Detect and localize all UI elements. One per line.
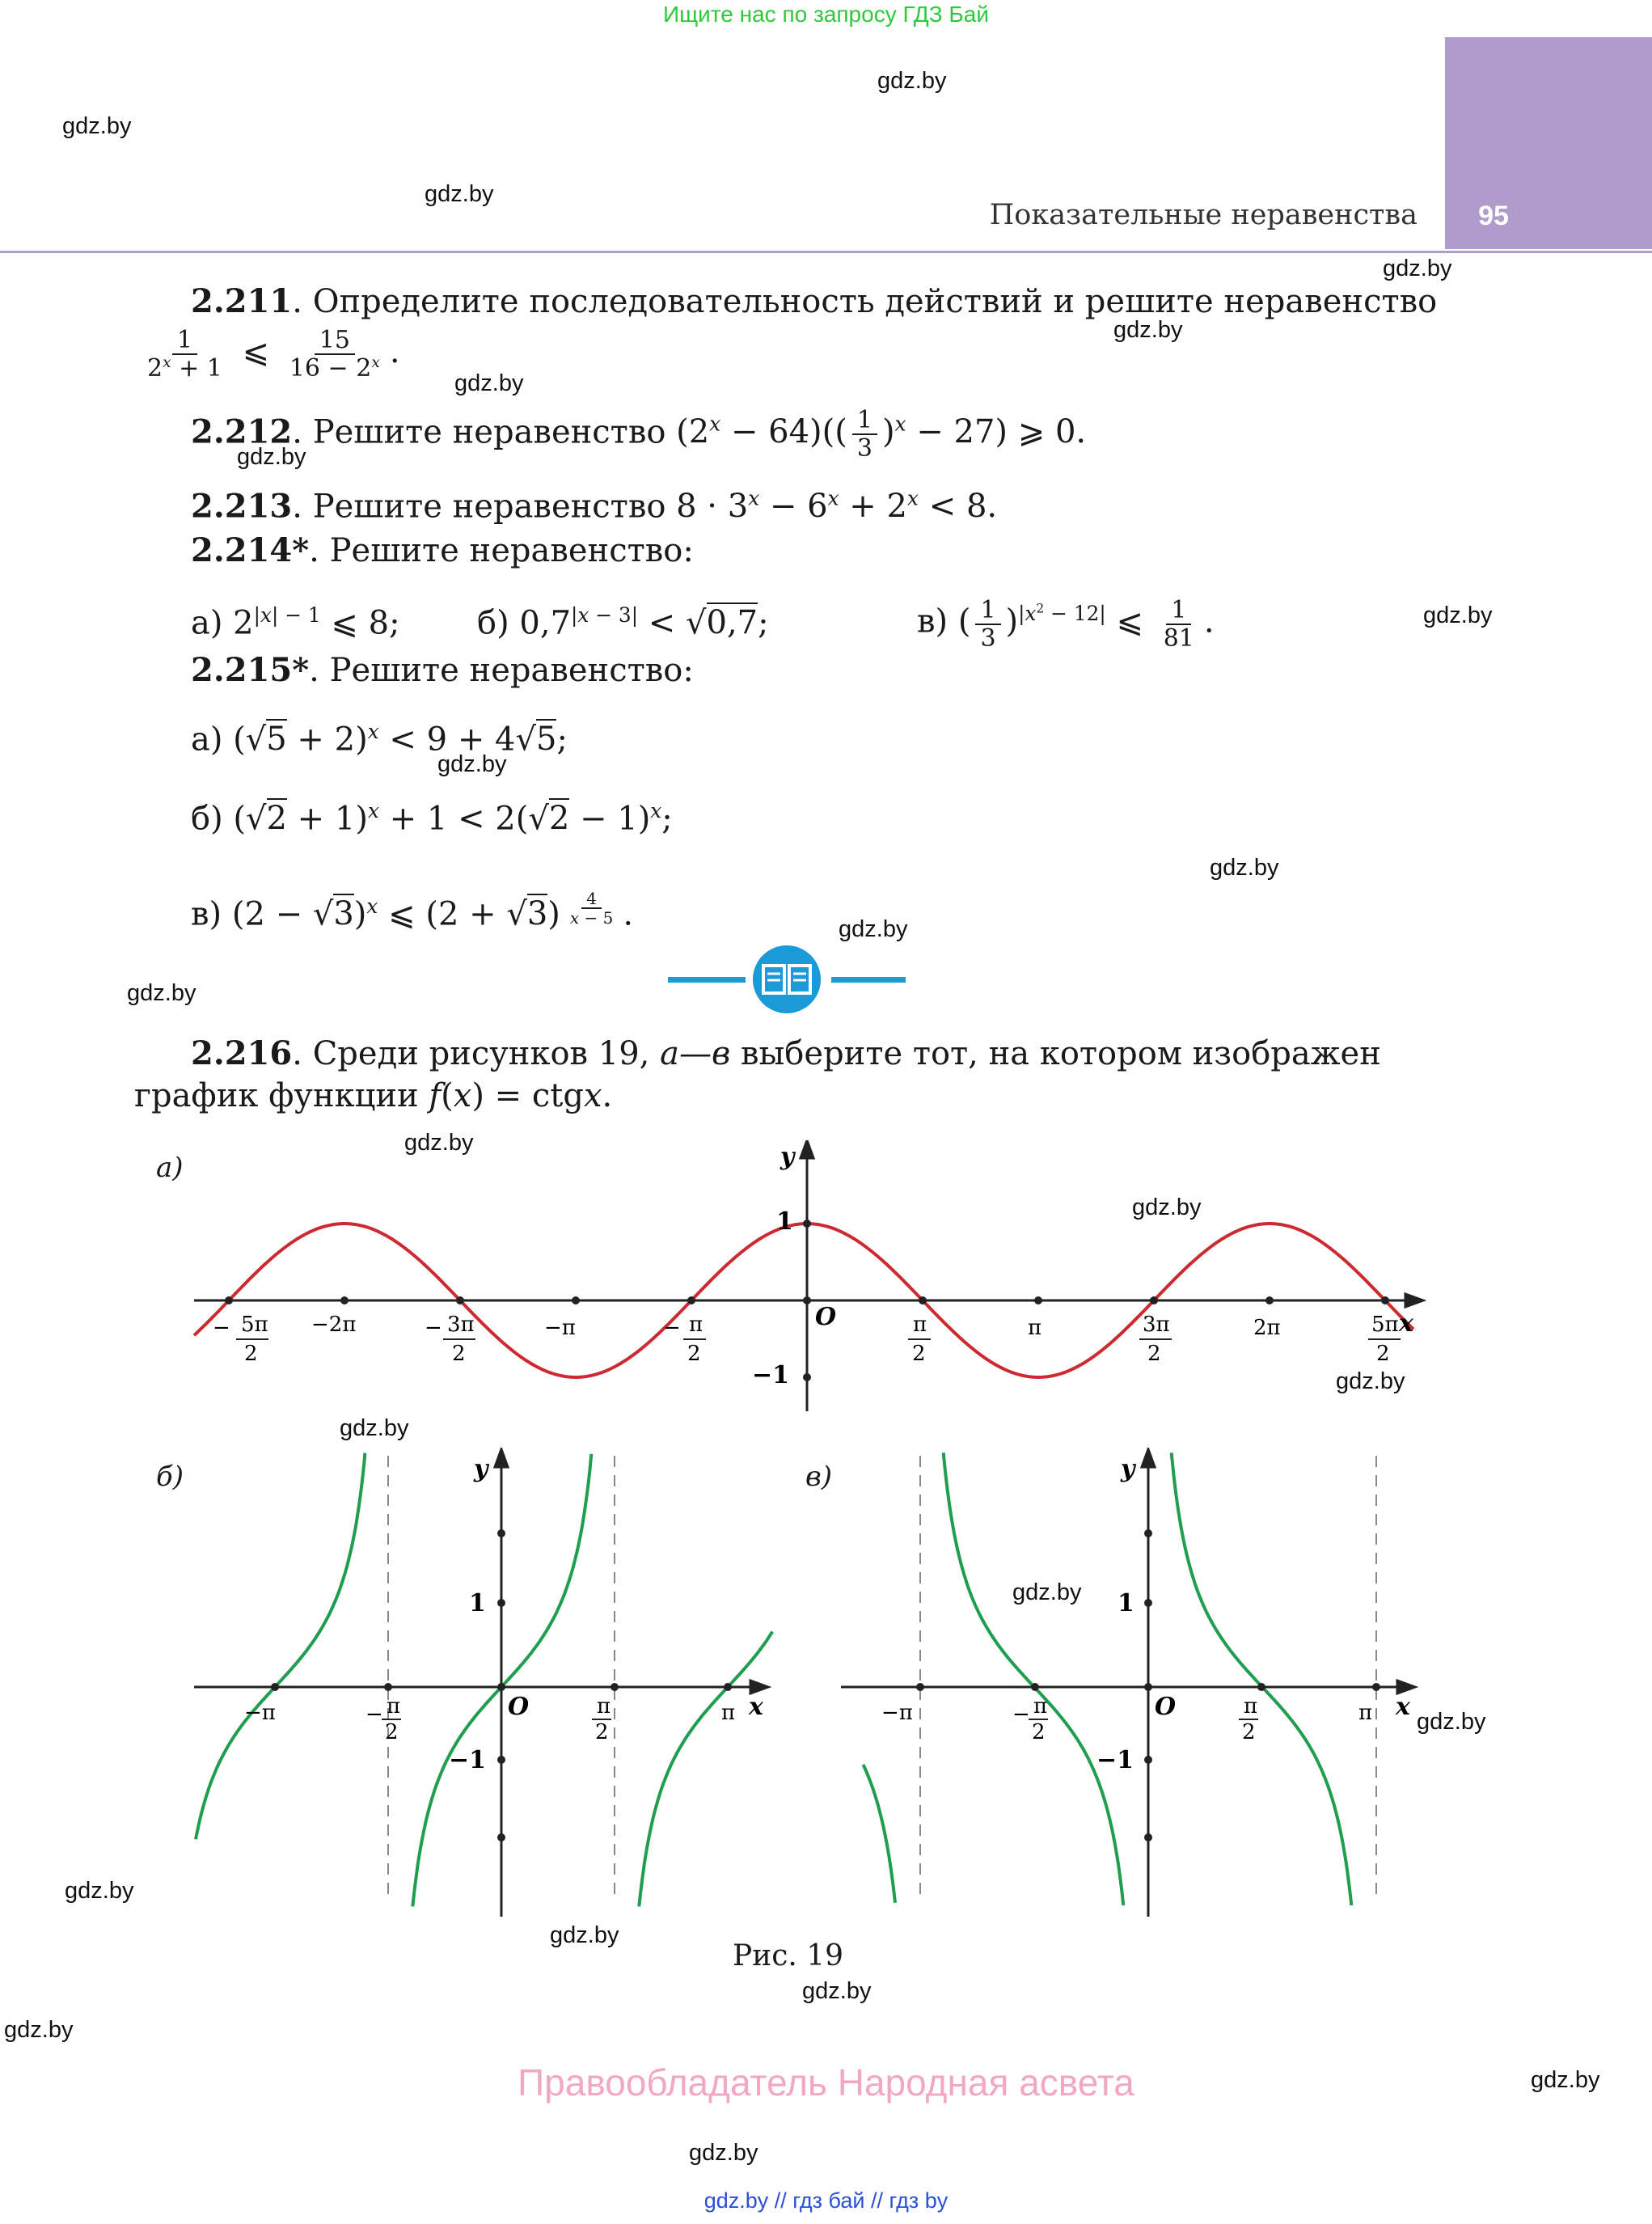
tick-label: 1 <box>1118 1589 1134 1617</box>
watermark: gdz.by <box>1132 1194 1202 1220</box>
axis-tick-dot <box>1150 1296 1158 1304</box>
watermark: gdz.by <box>404 1130 474 1156</box>
axis-label: x <box>1399 1309 1413 1338</box>
watermark: gdz.by <box>62 113 132 139</box>
origin-label: O <box>508 1693 530 1721</box>
problem-2-213 <box>191 479 997 526</box>
problem-2-214-c: в) ( $\frac{1}{3}$ )$^{|x^2 - 12|}$ ⩽ $\frac{1}{81}$ . <box>917 595 1215 653</box>
watermark: gdz.by <box>425 181 494 207</box>
axis-label: y <box>780 1143 795 1171</box>
axis-tick-dot <box>340 1296 349 1304</box>
problem-number: 2.213 <box>191 487 293 526</box>
svg-text:−π: −π <box>544 1316 576 1340</box>
svg-text:2: 2 <box>1147 1342 1161 1366</box>
item-label: а) <box>191 604 223 642</box>
svg-text:2: 2 <box>1376 1342 1390 1366</box>
svg-text:−: − <box>663 1316 681 1340</box>
top-banner: Ищите нас по запросу ГДЗ Бай <box>662 2 990 27</box>
svg-text:π: π <box>913 1313 927 1337</box>
figure-caption: Рис. 19 <box>733 1939 844 1972</box>
svg-text:π: π <box>1028 1316 1042 1340</box>
problem-2-215 <box>191 650 694 691</box>
axis-label: x <box>749 1693 763 1721</box>
watermark: gdz.by <box>1336 1368 1405 1394</box>
page-number: 95 <box>1478 201 1509 231</box>
problem-text: . Решите неравенство: <box>309 532 694 569</box>
svg-text:π: π <box>689 1313 703 1337</box>
svg-text:−: − <box>365 1702 383 1727</box>
problem-number: 2.215* <box>191 651 310 689</box>
watermark: gdz.by <box>454 370 524 396</box>
svg-text:5π: 5π <box>1371 1313 1399 1337</box>
svg-text:π: π <box>1358 1701 1373 1725</box>
watermark: gdz.by <box>65 1878 134 1904</box>
watermark: gdz.by <box>1012 1579 1082 1605</box>
axis-tick-dot <box>803 1220 811 1228</box>
problem-text: . Среди рисунков 19, <box>292 1035 650 1072</box>
svg-text:2: 2 <box>1032 1720 1046 1744</box>
problem-text: . Определите последовательность действий и решите неравенство <box>292 283 1438 320</box>
watermark: gdz.by <box>237 444 306 470</box>
svg-text:π: π <box>387 1694 401 1719</box>
svg-text:π: π <box>1033 1694 1048 1719</box>
function-branch <box>1172 1452 1352 1905</box>
problem-2-214-b: б) $0,7^{|x - 3|} < √0,7$; <box>477 603 769 642</box>
figure-b-graph <box>186 1448 784 1917</box>
svg-text:π: π <box>721 1701 736 1725</box>
origin-label: O <box>815 1303 837 1331</box>
problem-2-215-b: б) $(√2 + 1)^x + 1 < 2(√2 - 1)^x$; <box>191 799 673 838</box>
item-label: б) <box>191 800 223 838</box>
watermark: gdz.by <box>1113 317 1183 343</box>
watermark: gdz.by <box>127 980 196 1006</box>
svg-text:2: 2 <box>452 1342 466 1366</box>
svg-text:−π: −π <box>881 1701 913 1725</box>
axis-tick-dot <box>1381 1296 1389 1304</box>
problem-text: . Решите неравенство: <box>309 652 694 689</box>
origin-label: O <box>1155 1693 1177 1721</box>
problem-2-211 <box>191 281 1437 322</box>
axis-tick-dot <box>803 1373 811 1381</box>
problem-number: 2.212 <box>191 412 293 451</box>
problem-text: график функции <box>134 1077 419 1114</box>
axis-tick-dot <box>1034 1296 1042 1304</box>
watermark: gdz.by <box>4 2017 74 2043</box>
tick-label: −1 <box>449 1746 487 1774</box>
watermark: gdz.by <box>1423 603 1493 628</box>
figure-a-graph <box>186 1140 1431 1423</box>
axis-label: y <box>474 1455 488 1483</box>
problem-text: выберите тот, на котором изображен <box>740 1035 1381 1072</box>
axis-tick-dot <box>687 1296 695 1304</box>
function-branch <box>944 1452 1124 1905</box>
watermark: gdz.by <box>437 751 507 777</box>
function-branch <box>864 1765 896 1903</box>
figure-label-c: в) <box>805 1461 833 1493</box>
svg-text:3π: 3π <box>447 1313 475 1337</box>
problem-2-216: 2.216. Среди рисунков 19, а—в выберите тот, на котором изображен <box>191 1034 1381 1072</box>
svg-text:5π: 5π <box>241 1313 268 1337</box>
watermark: gdz.by <box>839 916 908 942</box>
item-label: в) <box>191 895 222 933</box>
axis-tick-dot <box>919 1296 927 1304</box>
problem-2-215-c: в) $(2 - √3)^x$ ⩽ (2 + √3) $^{\frac{4}{x - 5}}$ . <box>191 888 634 933</box>
watermark: gdz.by <box>802 1978 872 2004</box>
figure-label-a: а) <box>156 1152 184 1184</box>
svg-text:−: − <box>1012 1702 1030 1727</box>
tick-label: −1 <box>752 1361 790 1389</box>
watermark: gdz.by <box>340 1415 409 1441</box>
problem-2-212 <box>191 404 1086 462</box>
function-branch <box>639 1632 772 1907</box>
svg-text:2: 2 <box>1242 1720 1256 1744</box>
formula: $8 \cdot 3^x - 6^x + 2^x < 8$. <box>676 487 998 526</box>
axis-label: x <box>1396 1693 1410 1721</box>
problem-number: 2.214* <box>191 531 310 569</box>
item-label: б) <box>477 604 509 642</box>
book-icon <box>668 945 906 1014</box>
watermark: gdz.by <box>877 68 947 94</box>
watermark: gdz.by <box>1531 2067 1600 2093</box>
svg-text:π: π <box>597 1694 611 1719</box>
figure-c-graph <box>833 1448 1431 1917</box>
problem-2-211-formula: $\frac{1}{2^x + 1}$ ⩽ $\frac{15}{16 - 2^x}$ . <box>147 326 400 383</box>
problem-2-214-a: а) $2^{|x| - 1}$ ⩽ 8; <box>191 603 400 642</box>
svg-text:−: − <box>213 1316 230 1340</box>
formula: $(2^x - 64)$(( $\frac{1}{3}$ )$^x$ − 27) ⩾ 0. <box>676 406 1087 463</box>
svg-text:2: 2 <box>244 1342 258 1366</box>
svg-text:2: 2 <box>912 1342 926 1366</box>
tick-label: −1 <box>1096 1746 1134 1774</box>
tick-label: 1 <box>469 1589 486 1617</box>
watermark: gdz.by <box>689 2140 758 2166</box>
tick-label: 1 <box>776 1207 793 1236</box>
problem-text: . Решите неравенство <box>292 413 666 451</box>
function-branch <box>196 1453 365 1840</box>
svg-text:−π: −π <box>244 1701 276 1725</box>
problem-2-216-line2: график функции f(x) = ctgx. <box>134 1077 613 1114</box>
problem-text: . Решите неравенство <box>292 488 666 526</box>
axis-label: y <box>1121 1455 1135 1483</box>
bottom-links[interactable]: gdz.by // гдз бай // гдз by <box>703 2188 949 2213</box>
axis-tick-dot <box>456 1296 464 1304</box>
problem-2-214 <box>191 531 694 571</box>
watermark: gdz.by <box>1417 1709 1486 1735</box>
svg-text:2: 2 <box>687 1342 701 1366</box>
problem-number: 2.216 <box>191 1034 293 1072</box>
problem-2-215-a: а) $(√5 + 2)^x < 9 + 4√5$; <box>191 720 568 759</box>
watermark: gdz.by <box>550 1922 619 1948</box>
axis-tick-dot <box>572 1296 580 1304</box>
svg-text:π: π <box>1244 1694 1258 1719</box>
svg-text:2: 2 <box>595 1720 609 1744</box>
item-label: в) <box>917 603 949 641</box>
watermark: gdz.by <box>1383 256 1452 281</box>
problem-number: 2.211 <box>191 282 293 320</box>
svg-text:2: 2 <box>385 1720 399 1744</box>
header-rule <box>0 251 1652 253</box>
svg-text:2π: 2π <box>1253 1316 1281 1340</box>
item-label: а) <box>191 721 223 759</box>
axis-tick-dot <box>225 1296 233 1304</box>
copyright-footer: Правообладатель Народная асвета <box>518 2061 1134 2103</box>
axis-tick-dot <box>1265 1296 1274 1304</box>
svg-text:−: − <box>425 1316 442 1340</box>
watermark: gdz.by <box>1210 855 1279 881</box>
running-header: Показательные неравенства <box>989 199 1418 231</box>
axis-tick-dot <box>803 1296 811 1304</box>
figure-label-b: б) <box>156 1461 184 1493</box>
svg-text:−2π: −2π <box>311 1313 357 1337</box>
svg-text:3π: 3π <box>1143 1313 1170 1337</box>
